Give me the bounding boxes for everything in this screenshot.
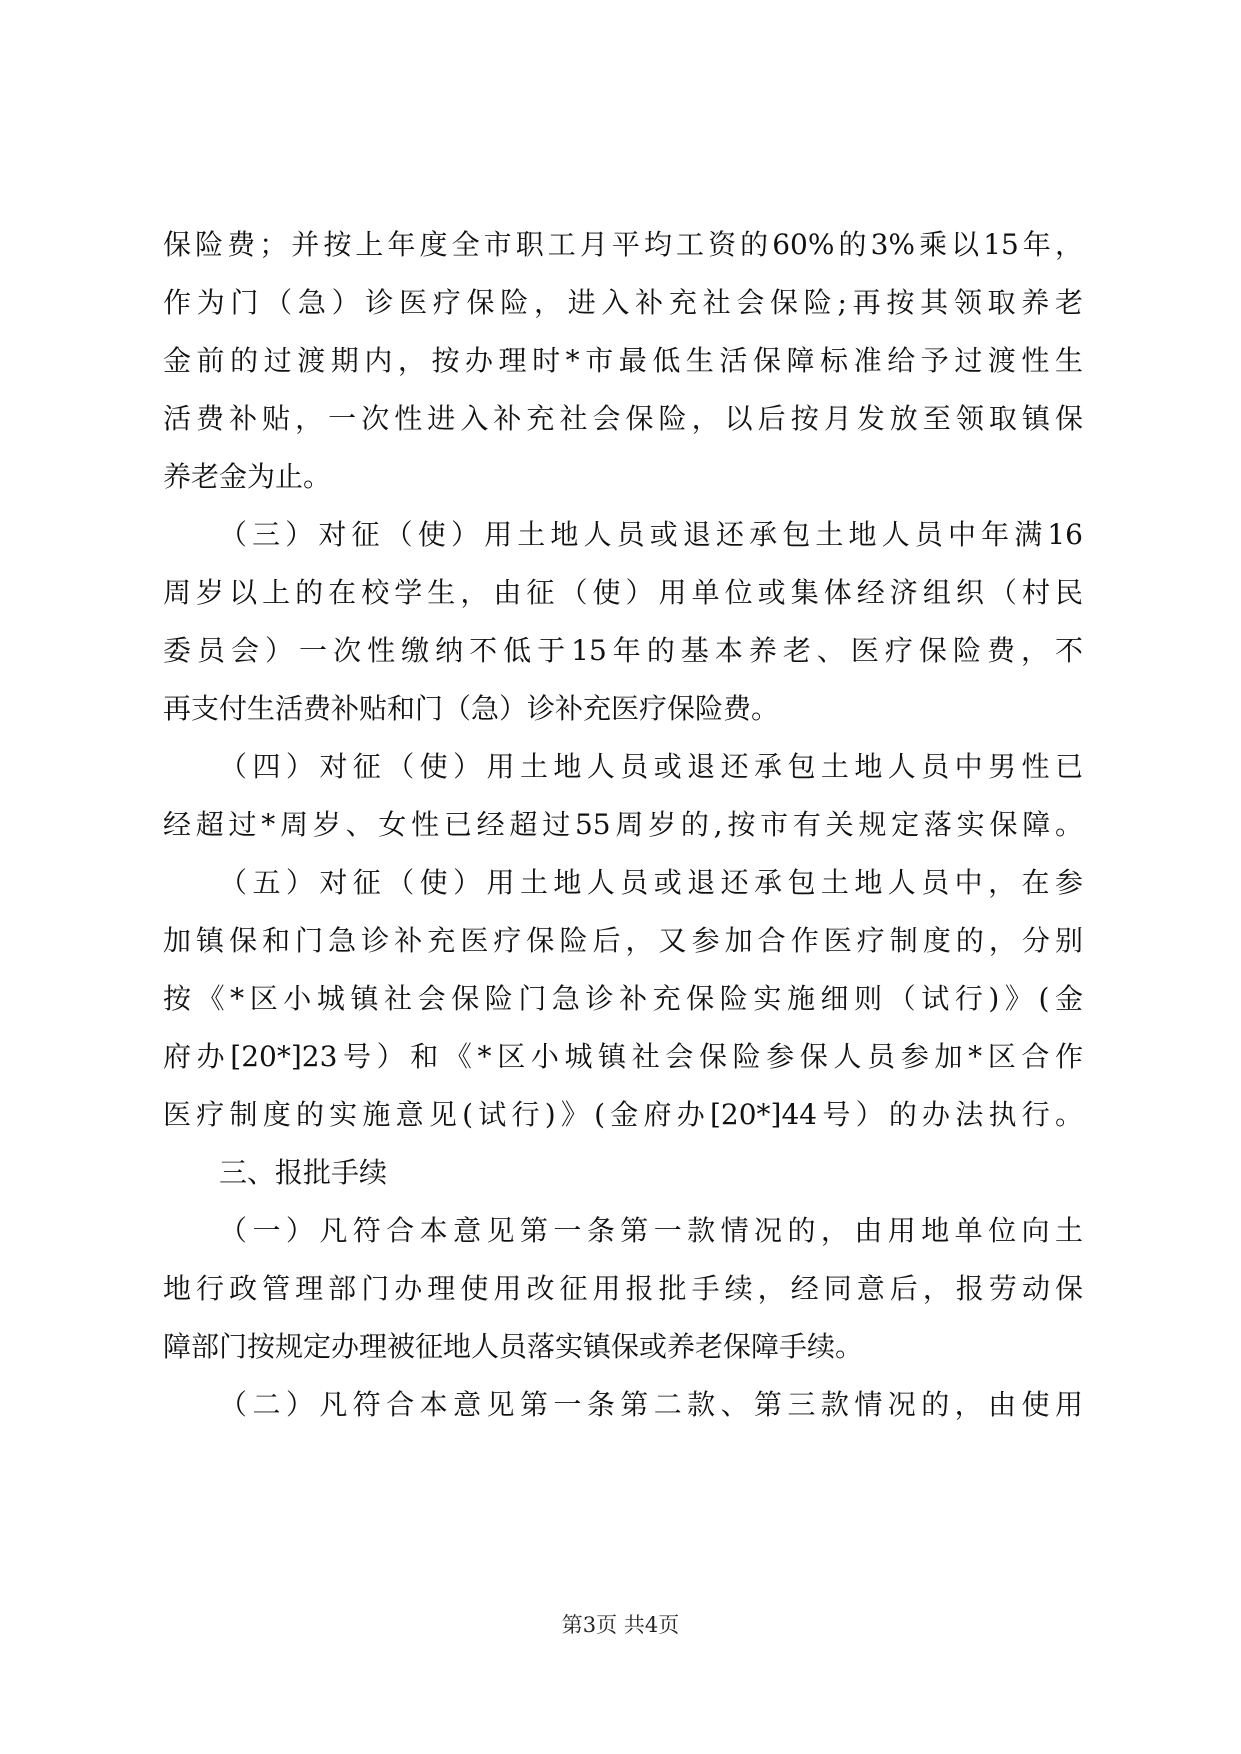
text-line: 养老金为止。 bbox=[163, 460, 332, 493]
text-line: 加镇保和门急诊补充医疗保险后，又参加合作医疗制度的，分别 bbox=[163, 924, 1083, 957]
text-line: 保险费；并按上年度全市职工月平均工资的60%的3%乘以15年， bbox=[163, 228, 1083, 261]
text-line: 委员会）一次性缴纳不低于15年的基本养老、医疗保险费，不 bbox=[163, 634, 1083, 667]
page-number-footer: 第3页 共4页 bbox=[561, 1613, 680, 1637]
text-line: 经超过*周岁、女性已经超过55周岁的,按市有关规定落实保障。 bbox=[163, 808, 1083, 841]
text-line: 作为门（急）诊医疗保险，进入补充社会保险;再按其领取养老 bbox=[163, 286, 1083, 319]
text-line: （二）凡符合本意见第一条第二款、第三款情况的，由使用 bbox=[219, 1388, 1083, 1421]
text-line: （三）对征（使）用土地人员或退还承包土地人员中年满16 bbox=[219, 518, 1083, 551]
text-line: 再支付生活费补贴和门（急）诊补充医疗保险费。 bbox=[163, 692, 780, 725]
text-line: 周岁以上的在校学生，由征（使）用单位或集体经济组织（村民 bbox=[163, 576, 1083, 609]
text-line: （五）对征（使）用土地人员或退还承包土地人员中，在参 bbox=[219, 866, 1083, 899]
text-line: 医疗制度的实施意见(试行)》(金府办[20*]44号）的办法执行。 bbox=[163, 1098, 1083, 1131]
text-line: 府办[20*]23号）和《*区小城镇社会保险参保人员参加*区合作 bbox=[163, 1040, 1083, 1073]
text-line: 金前的过渡期内，按办理时*市最低生活保障标准给予过渡性生 bbox=[163, 344, 1083, 377]
text-line: 地行政管理部门办理使用改征用报批手续，经同意后，报劳动保 bbox=[163, 1272, 1083, 1305]
text-line: （四）对征（使）用土地人员或退还承包土地人员中男性已 bbox=[219, 750, 1083, 783]
text-line: 活费补贴，一次性进入补充社会保险，以后按月发放至领取镇保 bbox=[163, 402, 1083, 435]
text-line: 按《*区小城镇社会保险门急诊补充保险实施细则（试行)》(金 bbox=[163, 982, 1083, 1015]
section-heading: 三、报批手续 bbox=[219, 1156, 388, 1189]
text-line: （一）凡符合本意见第一条第一款情况的，由用地单位向土 bbox=[219, 1214, 1083, 1247]
text-line: 障部门按规定办理被征地人员落实镇保或养老保障手续。 bbox=[163, 1330, 864, 1363]
